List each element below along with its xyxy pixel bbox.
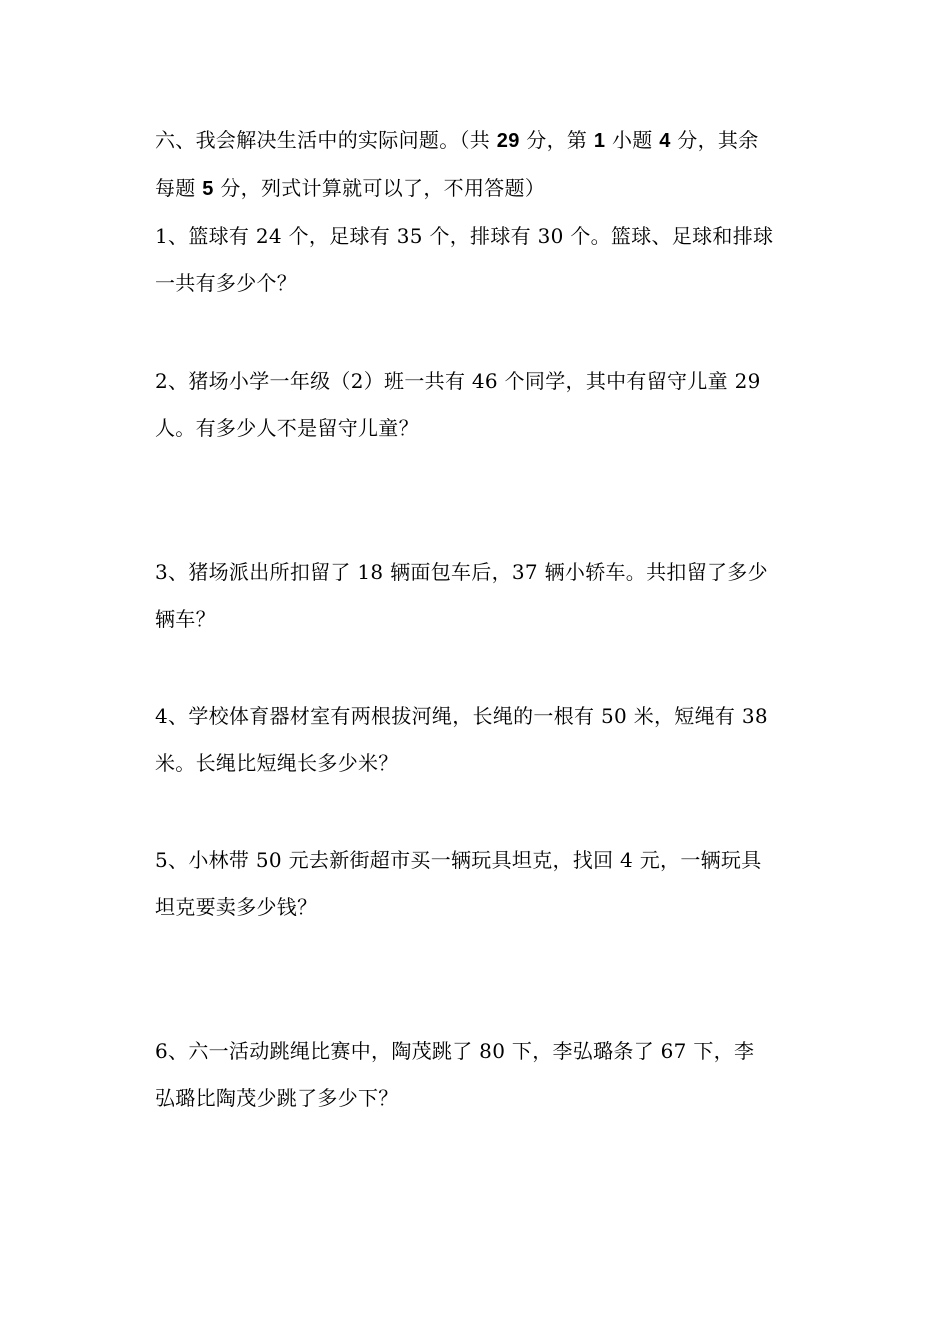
heading-text: 小题 [605, 128, 660, 152]
question-text-line: 辆车？ [155, 607, 216, 631]
first-question-score: 4 [659, 130, 671, 152]
question-text-line: 米。长绳比短绳长多少米？ [155, 751, 399, 775]
heading-text: 六、我会解决生活中的实际问题。（共 [155, 128, 497, 152]
question-text-line: 6、六一活动跳绳比赛中，陶茂跳了 80 下，李弘璐条了 67 下，李 [155, 1039, 755, 1063]
section-heading-line-1 [155, 117, 810, 165]
heading-text: 分，第 [519, 128, 594, 152]
question-text-line: 5、小林带 50 元去新街超市买一辆玩具坦克，找回 4 元，一辆玩具 [155, 848, 762, 872]
section-heading [155, 117, 810, 213]
question-text-line: 一共有多少个？ [155, 271, 298, 295]
question-5 [155, 837, 810, 931]
heading-text: 分，其余 [670, 128, 759, 152]
question-4 [155, 693, 810, 787]
question-3 [155, 549, 810, 643]
question-text-line: 2、猪场小学一年级（2）班一共有 46 个同学，其中有留守儿童 29 [155, 369, 761, 393]
heading-text: 每题 [155, 176, 203, 200]
total-score: 29 [496, 130, 520, 152]
question-1 [155, 213, 810, 307]
question-2 [155, 358, 810, 452]
question-text-line: 4、学校体育器材室有两根拔河绳，长绳的一根有 50 米，短绳有 38 [155, 704, 768, 728]
question-text-line: 坦克要卖多少钱？ [155, 895, 318, 919]
question-text-line: 弘璐比陶茂少跳了多少下？ [155, 1086, 399, 1110]
question-text-line: 人。有多少人不是留守儿童？ [155, 416, 419, 440]
section-heading-line-2 [155, 165, 810, 213]
question-text-line: 3、猪场派出所扣留了 18 辆面包车后，37 辆小轿车。共扣留了多少 [155, 560, 768, 584]
question-6 [155, 1028, 810, 1122]
other-question-score: 5 [202, 178, 214, 200]
question-text-line: 1、篮球有 24 个，足球有 35 个，排球有 30 个。篮球、足球和排球 [155, 224, 774, 248]
first-question-number: 1 [593, 130, 606, 152]
heading-text: 分，列式计算就可以了，不用答题） [213, 176, 546, 200]
